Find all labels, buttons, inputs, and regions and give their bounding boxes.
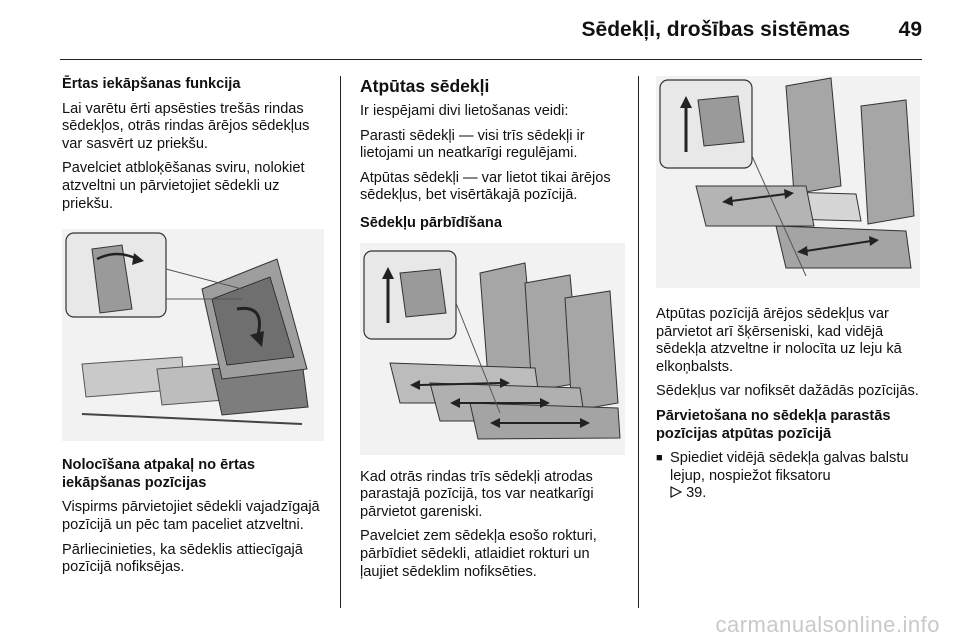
- lounge-position-illustration: [656, 76, 920, 288]
- heading-easy-entry: Ērtas iekāpšanas funkcija: [62, 76, 241, 92]
- paragraph: Atpūtas pozīcijā ārējos sēdekļus var pārvietot arī šķērseniski, kad vidējā sēdekļa atzveltne ir nolocīta uz leju kā elkoņbalsts.: [656, 306, 902, 375]
- column-1: [62, 76, 324, 584]
- lounge-seat-illustration: [656, 76, 920, 288]
- heading-move-to-lounge: Pārvietošana no sēdekļa parastās pozīcijas atpūtas pozīcijā: [656, 407, 891, 442]
- section-title-lounge-seats: Atpūtas sēdekļi: [360, 76, 490, 96]
- seat-slide-illustration: [360, 243, 625, 455]
- column-3: [656, 76, 926, 503]
- header-rule: [60, 59, 922, 60]
- bullet-item: [656, 450, 926, 503]
- paragraph: Atpūtas sēdekļi — var lietot tikai ārējos sēdekļus, bet visērtākajā pozīcijā.: [360, 169, 611, 204]
- paragraph: Pavelciet atbloķēšanas sviru, nolokiet atzveltni un pārvietojiet sēdekli uz priekšu.: [62, 160, 305, 212]
- watermark: carmanualsonline.info: [715, 612, 940, 637]
- paragraph: Parasti sēdekļi — visi trīs sēdekļi ir lietojami un neatkarīgi regulējami.: [360, 127, 585, 162]
- paragraph: Ir iespējami divi lietošanas veidi:: [360, 103, 569, 119]
- page-number: 49: [898, 18, 922, 41]
- page-reference-link[interactable]: 39.: [686, 485, 707, 502]
- paragraph: Pārliecinieties, ka sēdeklis attiecīgajā pozīcijā nofiksējas.: [62, 541, 303, 576]
- bullet-text-main: Spiediet vidējā sēdekļa galvas balstu lejup, nospiežot fiksatoru: [670, 450, 909, 484]
- heading-seat-sliding: Sēdekļu pārbīdīšana: [360, 214, 502, 231]
- easy-entry-seat-illustration: [62, 229, 324, 441]
- column-divider: [340, 76, 341, 608]
- paragraph: Lai varētu ērti apsēsties trešās rindas sēdekļos, otrās rindas ārējos sēdekļus var sasvērt uz priekšu.: [62, 100, 310, 152]
- paragraph: Pavelciet zem sēdekļa esošo rokturi, pārbīdiet sēdekli, atlaidiet rokturi un ļaujiet sēdeklim nofiksēties.: [360, 528, 597, 580]
- bullet-text: [670, 450, 926, 503]
- paragraph: Sēdekļus var nofiksēt dažādās pozīcijās.: [656, 383, 919, 400]
- column-2: [360, 76, 625, 588]
- header-title: Sēdekļi, drošības sistēmas: [581, 18, 850, 41]
- triangle-reference-icon: [670, 486, 682, 498]
- column-divider: [638, 76, 639, 608]
- seat-sliding-illustration: [360, 243, 625, 455]
- paragraph: Kad otrās rindas trīs sēdekļi atrodas parastajā pozīcijā, tos var neatkarīgi pārvietot gareniski.: [360, 468, 594, 520]
- seat-fold-illustration: [62, 229, 324, 441]
- paragraph: Vispirms pārvietojiet sēdekli vajadzīgajā pozīcijā un pēc tam paceliet atzveltni.: [62, 499, 320, 533]
- heading-fold-back: Nolocīšana atpakaļ no ērtas iekāpšanas pozīcijas: [62, 457, 256, 491]
- bullet-square-icon: ■: [656, 452, 663, 465]
